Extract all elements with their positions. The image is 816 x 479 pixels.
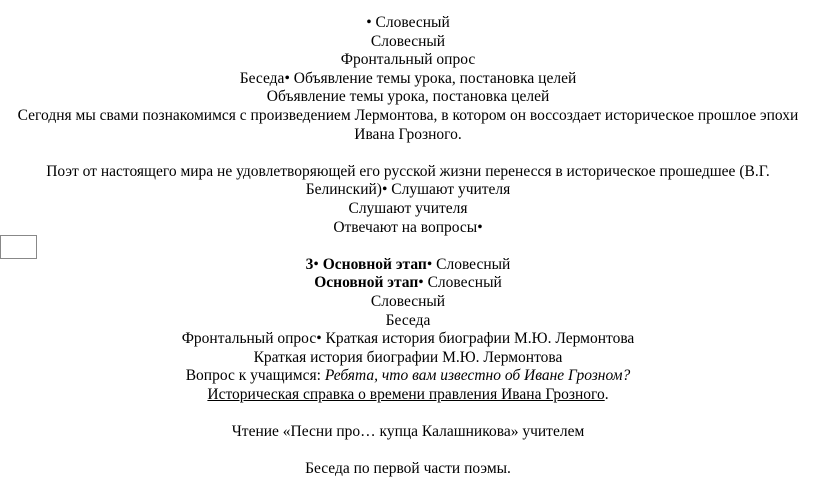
blank-line (0, 442, 816, 461)
text-line-1: • Словесный (366, 14, 450, 31)
text-line-15: Беседа (385, 311, 431, 329)
text-line-13: Основной этап• Словесный (314, 274, 502, 292)
bullet-icon: • (426, 255, 433, 273)
text-line-9: Белинский)• Слушают учителя (305, 181, 511, 199)
text-line-17: Краткая история биографии М.Ю. Лермонтова (253, 348, 563, 366)
bullet-icon: • (381, 181, 388, 199)
bullet-icon: • (418, 274, 424, 292)
text-line-20: Чтение «Песни про… купца Калашникова» учителем (231, 423, 585, 441)
blank-line (0, 237, 816, 256)
bullet-icon: • (316, 330, 322, 348)
text-line-7: Ивана Грозного. (354, 125, 462, 143)
text-line-18: Вопрос к учащимся: Ребята, что вам известно об Иване Грозном? (185, 367, 631, 385)
blank-line (0, 404, 816, 423)
text-line-11: Отвечают на вопросы• (333, 218, 483, 236)
bullet-icon: • (366, 14, 372, 31)
text-line-8: Поэт от настоящего мира не удовлетворяющей его русской жизни перенесся в историческое прошедшее (В.Г. (46, 162, 770, 180)
bullet-icon: • (313, 255, 319, 273)
text-line-10: Слушают учителя (348, 199, 468, 217)
bullet-icon: • (477, 218, 483, 236)
text-line-19: Историческая справка о времени правления Ивана Грозного. (207, 385, 609, 403)
text-line-2: Словесный (370, 32, 446, 50)
text-line-14: Словесный (370, 292, 446, 310)
text-line-16: Фронтальный опрос• Краткая история биографии М.Ю. Лермонтова (181, 330, 635, 348)
text-line-3: Фронтальный опрос (340, 51, 476, 69)
document-text (0, 14, 816, 479)
empty-table-cell (0, 235, 37, 259)
text-line-6: Сегодня мы свами познакомимся с произведением Лермонтова, в котором он воссоздает историческое прошлое эпохи (17, 106, 799, 124)
text-line-5: Объявление темы урока, постановка целей (266, 88, 550, 106)
bullet-icon: • (284, 69, 290, 87)
text-line-4: Беседа• Объявление темы урока, постановка целей (239, 69, 577, 87)
blank-line (0, 144, 816, 163)
text-line-12: 3• Основной этап• Словесный (305, 255, 511, 273)
text-line-21: Беседа по первой части поэмы. (305, 460, 511, 478)
